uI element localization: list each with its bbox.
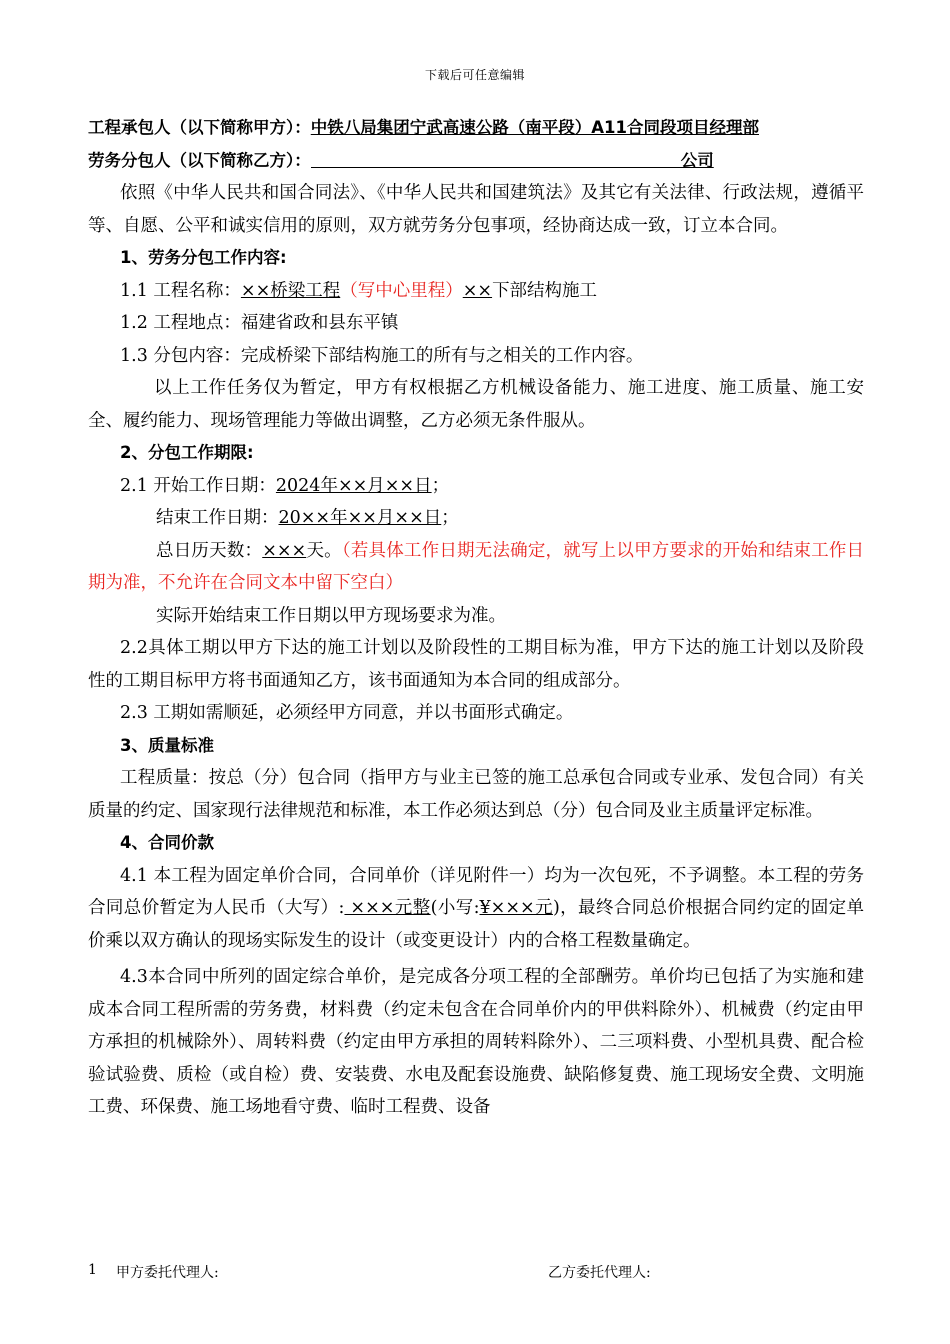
total-days-label: 总日历天数： <box>156 540 263 561</box>
end-date-end: ； <box>441 508 459 528</box>
item-2-3: 2.3 工期如需顺延，必须经甲方同意，并以书面形式确定。 <box>120 703 574 723</box>
section-3-body: 工程质量：按总（分）包合同（指甲方与业主已签的施工总承包合同或专业承、发包合同）有关质量的约定、国家现行法律规范和标准，本工作必须达到总（分）包合同及业主质量评定标准。 <box>88 768 864 821</box>
contract-body <box>88 112 864 1124</box>
project-name-suffix: 下部结构施工 <box>492 280 598 301</box>
item-1-1 <box>88 275 864 308</box>
start-date-value: 2024年××月××日 <box>275 475 432 496</box>
actual-dates-note: 实际开始结束工作日期以甲方现场要求为准。 <box>156 605 506 626</box>
project-name-note: （写中心里程） <box>340 280 463 301</box>
party-b-blank[interactable] <box>311 147 681 168</box>
end-date-label: 结束工作日期： <box>156 508 279 528</box>
date-red-note: （若具体工作日期无法确定，就写上以甲方要求的开始和结束工作日期为准，不允许在合同文本中留下空白） <box>88 540 865 593</box>
item-4-1-text-c: )，最终合同总价根据合同约定的固定单价乘以双方确认的现场实际发生的设计（或变更设计）内的合格工程数量确定。 <box>88 898 864 951</box>
section-1-title: 1、劳务分包工作内容: <box>120 248 287 267</box>
total-days-value: ××× <box>262 540 307 561</box>
start-date-end: ； <box>431 475 450 496</box>
item-2-1-total <box>88 535 864 600</box>
party-b-agent-label: 乙方委托代理人: <box>548 1265 651 1281</box>
item-1-1-label: 1.1 工程名称： <box>120 280 241 301</box>
item-1-3: 1.3 分包内容：完成桥梁下部结构施工的所有与之相关的工作内容。 <box>120 345 644 366</box>
item-4-3: 4.3本合同中所列的固定综合单价，是完成各分项工程的全部酬劳。单价均已包括了为实施和建成本合同工程所需的劳务费，材料费（约定未包含在合同单价内的甲供料除外）、机械费（约定由甲方承担的机械除外）、周转料费（约定由甲方承担的周转料除外）、二三项料费、小型机具费、配合检验试验费、质检（或自检）费、安装费、水电及配套设施费、缺陷修复费、施工现场安全费、文明施工费、环保费、施工场地看守费、临时工程费、设备 <box>88 967 864 1117</box>
party-b-line <box>88 145 864 178</box>
party-a-label: 工程承包人（以下简称甲方）： <box>88 118 311 137</box>
item-4-1-text-a: 4.1 本工程为固定单价合同，合同单价（详见附件一）均为一次包死，不予调整。本工程的劳务合同总价暂定为人民币（大写）: <box>88 865 864 918</box>
project-name-a: ××桥梁工程 <box>240 280 341 301</box>
amount-words: ×××元整 <box>344 898 431 918</box>
party-a-line <box>88 112 864 145</box>
page-number: 1 <box>88 1262 97 1278</box>
party-a-name: 中铁八局集团宁武高速公路（南平段）A11合同段项目经理部 <box>310 118 759 137</box>
section-1-note: 以上工作任务仅为暂定，甲方有权根据乙方机械设备能力、施工进度、施工质量、施工安全、履约能力、现场管理能力等做出调整，乙方必须无条件服从。 <box>88 378 864 431</box>
header-note: 下载后可任意编辑 <box>424 68 525 82</box>
party-b-label: 劳务分包人（以下简称乙方）： <box>88 150 311 170</box>
section-2-title: 2、分包工作期限: <box>120 443 254 462</box>
item-2-2: 2.2具体工期以甲方下达的施工计划以及阶段性的工期目标为准，甲方下达的施工计划以及阶段性的工期目标甲方将书面通知乙方，该书面通知为本合同的组成部分。 <box>88 638 864 691</box>
section-4-title: 4、合同价款 <box>120 833 214 852</box>
start-date-label: 2.1 开始工作日期： <box>120 475 276 496</box>
party-b-suffix: 公司 <box>680 150 714 170</box>
item-4-1-text-b: (小写: <box>430 898 480 918</box>
section-3-title: 3、质量标准 <box>120 735 214 755</box>
intro-paragraph: 依照《中华人民共和国合同法》、《中华人民共和国建筑法》及其它有关法律、行政法规，遵循平等、自愿、公平和诚实信用的原则，双方就劳务分包事项，经协商达成一致，订立本合同。 <box>88 183 864 236</box>
end-date-value: 20××年××月××日 <box>278 508 442 528</box>
item-2-1-start <box>88 470 864 503</box>
project-name-b: ×× <box>462 280 493 301</box>
item-2-1-end <box>88 502 864 535</box>
amount-number: ¥×××元 <box>479 898 553 918</box>
item-1-2: 1.2 工程地点：福建省政和县东平镇 <box>120 313 399 333</box>
item-4-1 <box>88 860 864 958</box>
party-a-agent-label: 甲方委托代理人: <box>116 1265 219 1281</box>
total-days-unit: 天。 <box>306 540 342 561</box>
